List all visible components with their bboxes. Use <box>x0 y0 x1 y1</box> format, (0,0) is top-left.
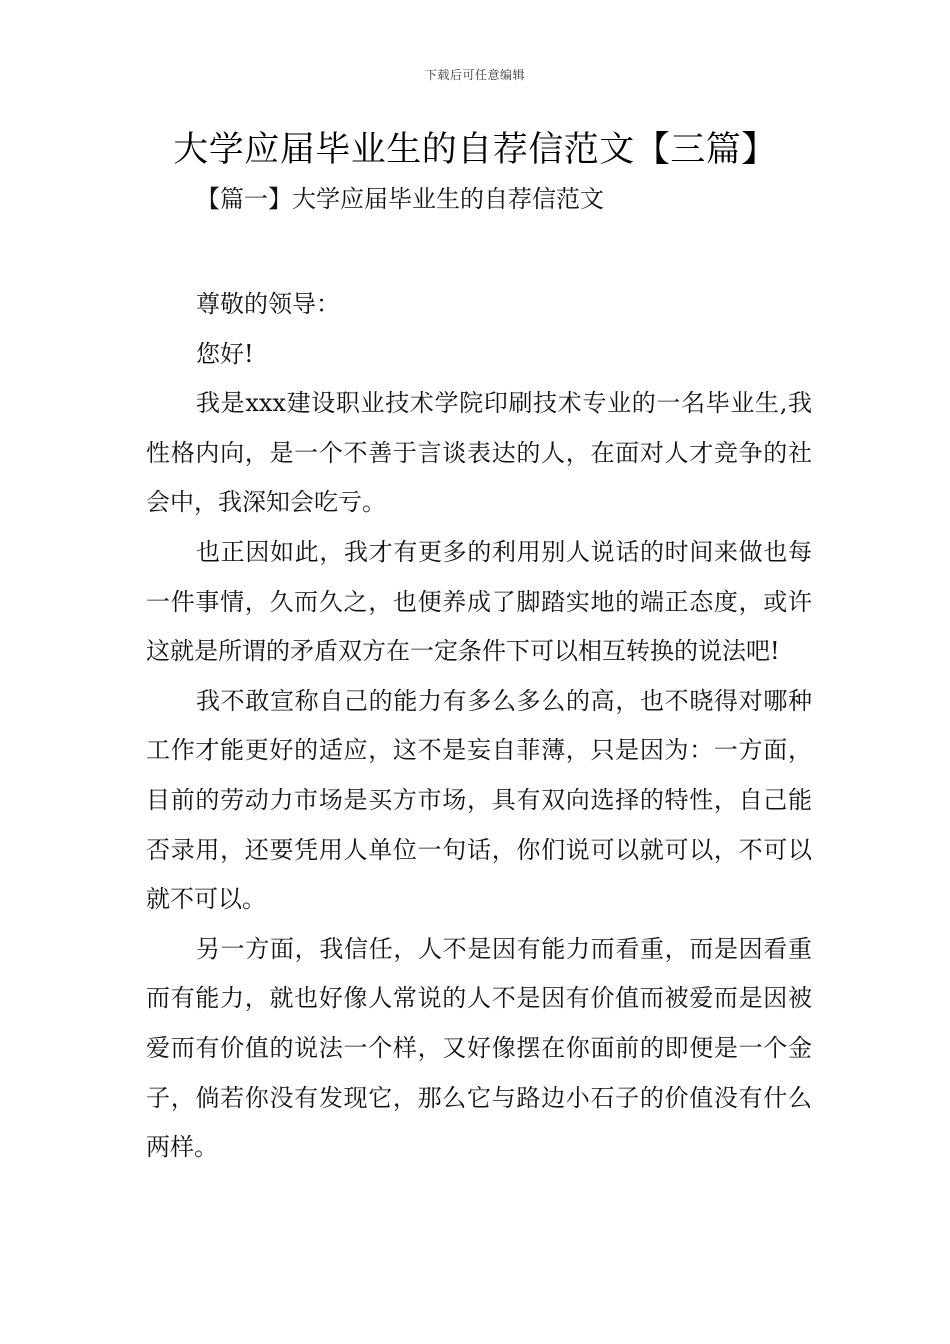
document-body <box>146 280 812 1173</box>
body-paragraph: 另一方面，我信任，人不是因有能力而看重，而是因看重而有能力，就也好像人常说的人不是因有价值而被爱而是因被爱而有价值的说法一个样，又好像摆在你面前的即便是一个金子，倘若你没有发现它，那么它与路边小石子的价值没有什么两样。 <box>146 934 812 1162</box>
body-paragraph: 我不敢宣称自己的能力有多么多么的高，也不晓得对哪种工作才能更好的适应，这不是妄自菲薄，只是因为：一方面，目前的劳动力市场是买方市场，具有双向选择的特性，自己能否录用，还要凭用人单位一句话，你们说可以就可以，不可以就不可以。 <box>146 686 812 914</box>
body-paragraph: 也正因如此，我才有更多的利用别人说话的时间来做也每一件事情，久而久之，也便养成了脚踏实地的端正态度，或许这就是所谓的矛盾双方在一定条件下可以相互转换的说法吧! <box>146 537 812 666</box>
body-paragraph: 我是xxx建设职业技术学院印刷技术专业的一名毕业生,我性格内向，是一个不善于言谈表达的人，在面对人才竞争的社会中，我深知会吃亏。 <box>146 389 812 517</box>
header-note: 下载后可任意编辑 <box>424 68 525 82</box>
salutation: 尊敬的领导： <box>196 290 340 318</box>
greeting: 您好! <box>196 339 254 368</box>
section-heading: 【篇一】大学应届毕业生的自荐信范文 <box>196 185 604 213</box>
document-title: 大学应届毕业生的自荐信范文【三篇】 <box>173 130 777 170</box>
